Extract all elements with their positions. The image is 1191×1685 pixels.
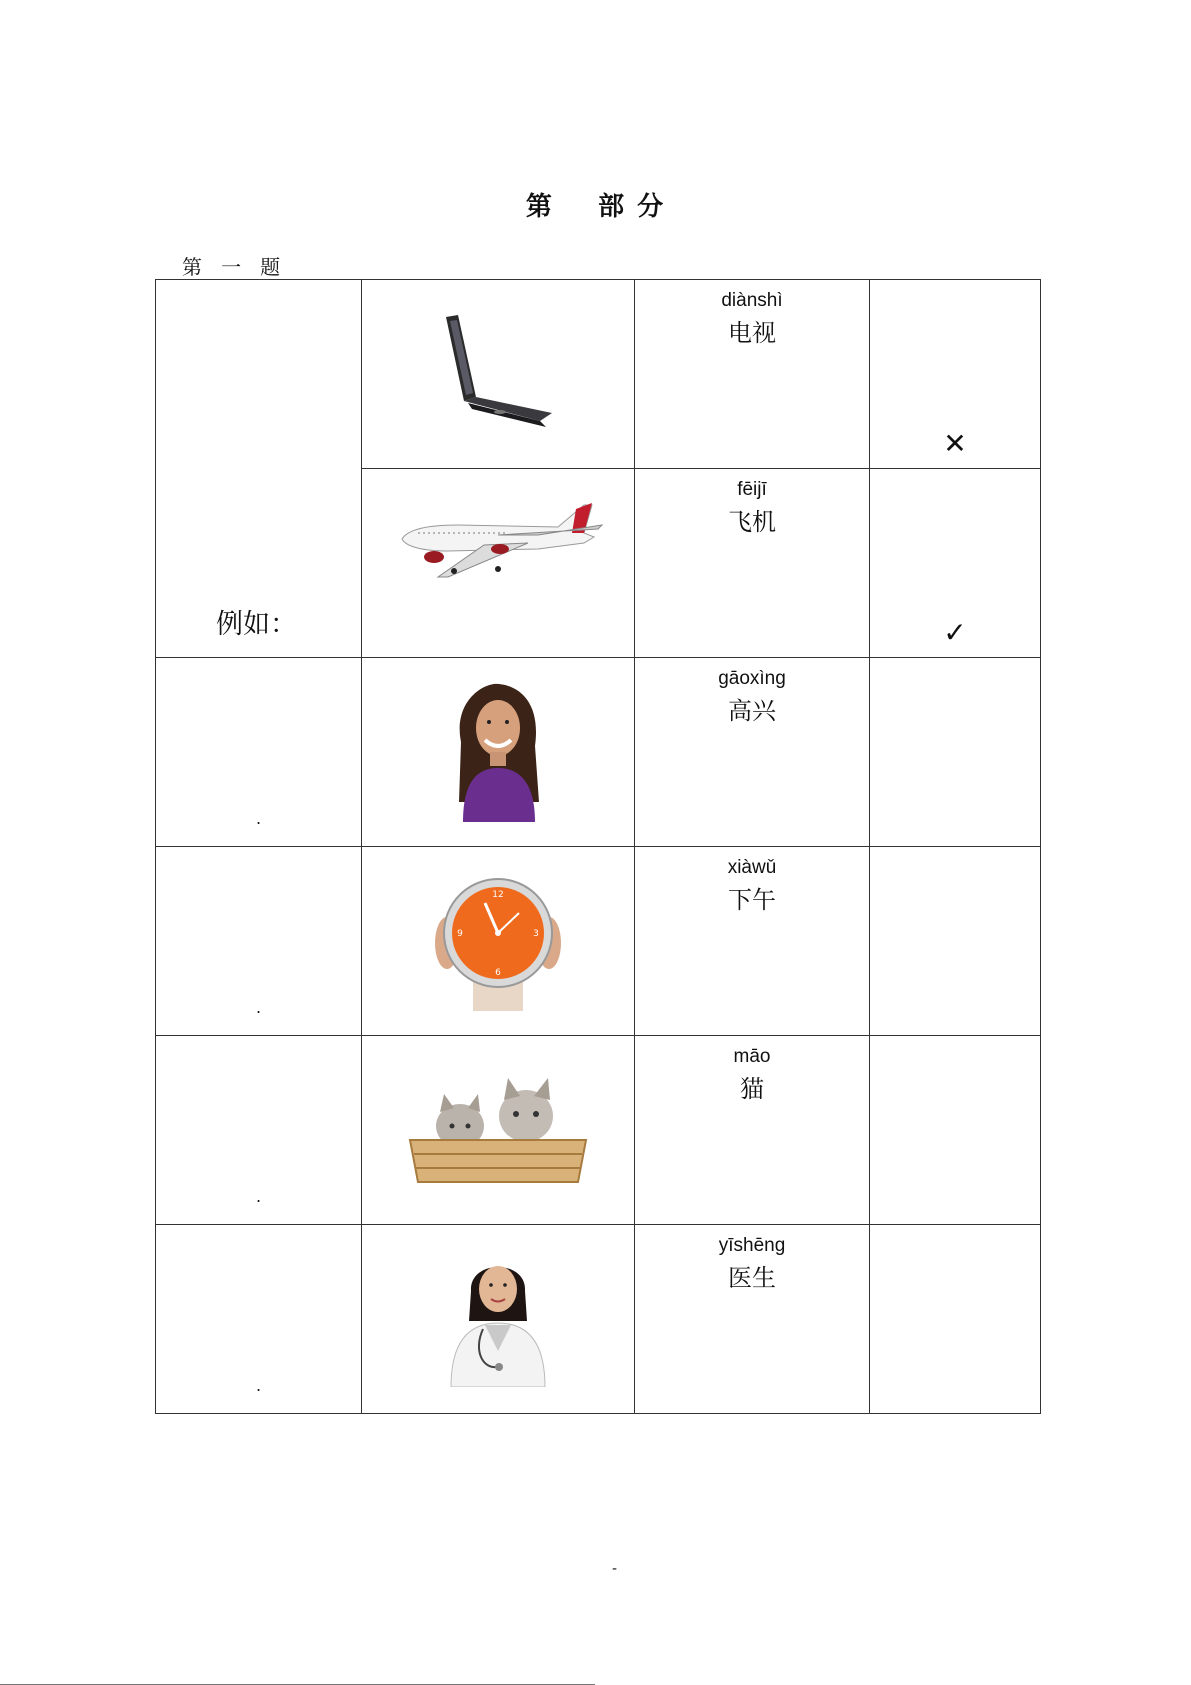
pinyin-text: xiàwǔ bbox=[727, 857, 777, 878]
svg-text:6: 6 bbox=[495, 968, 501, 978]
pinyin-text: gāoxìng bbox=[718, 668, 786, 689]
question-number: . bbox=[256, 1376, 262, 1395]
question-number-cell bbox=[156, 1036, 362, 1225]
example-label-cell bbox=[156, 280, 362, 658]
example-label: 例如： bbox=[216, 609, 297, 640]
hanzi-text: 医生 bbox=[728, 1264, 776, 1292]
pinyin-text: diànshì bbox=[721, 290, 783, 311]
question-number-cell bbox=[156, 1225, 362, 1414]
pinyin-text: yīshēng bbox=[718, 1235, 786, 1256]
image-cell bbox=[362, 1225, 635, 1414]
orange-clock-picture bbox=[433, 871, 563, 1011]
cross-mark: ✕ bbox=[943, 427, 967, 460]
word-cell bbox=[635, 280, 870, 469]
table-row bbox=[156, 658, 1041, 847]
svg-text:9: 9 bbox=[457, 929, 463, 939]
section-title: 第 部 分 bbox=[525, 192, 666, 222]
smiling-girl-picture bbox=[443, 682, 553, 822]
word-cell bbox=[635, 658, 870, 847]
pinyin-text: māo bbox=[733, 1046, 771, 1067]
svg-text:3: 3 bbox=[533, 929, 539, 939]
table-row bbox=[156, 280, 1041, 469]
question-number: . bbox=[256, 1187, 262, 1206]
image-cell bbox=[362, 280, 635, 469]
answer-cell[interactable] bbox=[870, 280, 1041, 469]
word-cell bbox=[635, 1225, 870, 1414]
hanzi-text: 猫 bbox=[740, 1075, 764, 1103]
table-row bbox=[156, 1225, 1041, 1414]
listening-table bbox=[155, 279, 1041, 1414]
page-number-mark: - bbox=[612, 1561, 618, 1577]
answer-cell[interactable] bbox=[870, 1036, 1041, 1225]
hanzi-text: 高兴 bbox=[728, 697, 776, 725]
kittens-basket-picture bbox=[408, 1070, 588, 1190]
word-cell bbox=[635, 469, 870, 658]
image-cell bbox=[362, 658, 635, 847]
question-number: . bbox=[256, 809, 262, 828]
hanzi-text: 飞机 bbox=[728, 508, 776, 536]
answer-cell[interactable] bbox=[870, 1225, 1041, 1414]
laptop-picture bbox=[428, 309, 568, 439]
hanzi-text: 下午 bbox=[728, 886, 776, 914]
word-cell bbox=[635, 1036, 870, 1225]
table-row bbox=[156, 847, 1041, 1036]
answer-cell[interactable] bbox=[870, 847, 1041, 1036]
airplane-picture bbox=[388, 499, 608, 589]
pinyin-text: fēijī bbox=[737, 479, 767, 500]
table-row bbox=[156, 1036, 1041, 1225]
question-heading: 第 一 题 bbox=[182, 255, 281, 279]
image-cell bbox=[362, 1036, 635, 1225]
answer-cell[interactable] bbox=[870, 469, 1041, 658]
image-cell bbox=[362, 847, 635, 1036]
image-cell bbox=[362, 469, 635, 658]
answer-cell[interactable] bbox=[870, 658, 1041, 847]
check-mark: ✓ bbox=[943, 616, 967, 649]
svg-text:12: 12 bbox=[492, 890, 504, 900]
hanzi-text: 电视 bbox=[728, 319, 776, 347]
question-number-cell bbox=[156, 658, 362, 847]
word-cell bbox=[635, 847, 870, 1036]
doctor-picture bbox=[443, 1251, 553, 1387]
question-number: . bbox=[256, 998, 262, 1017]
question-number-cell bbox=[156, 847, 362, 1036]
